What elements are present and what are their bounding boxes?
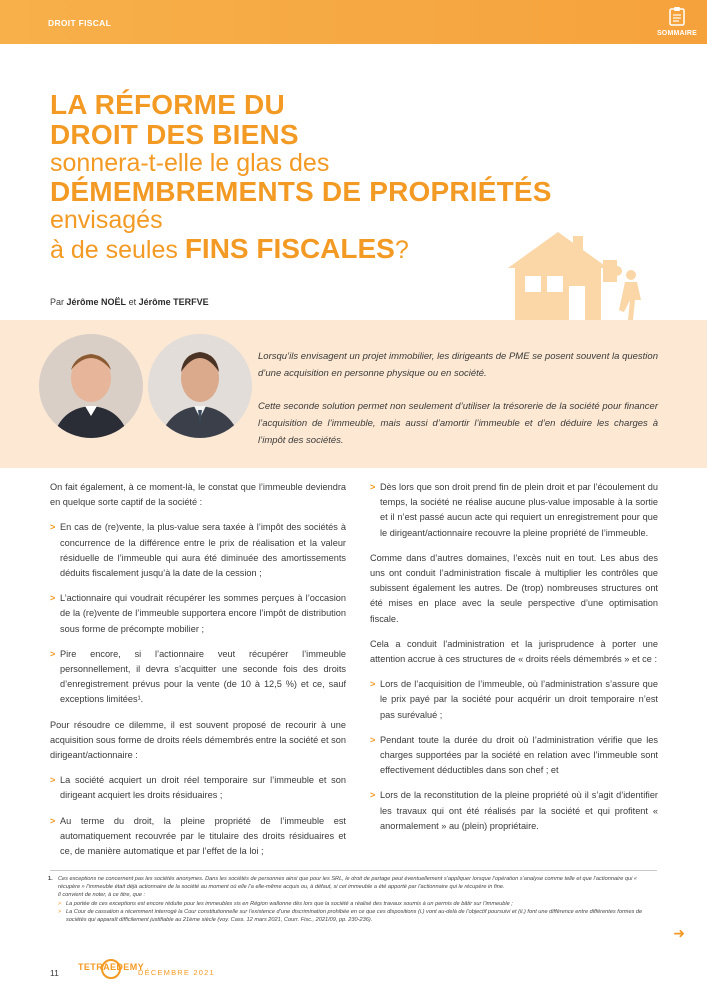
bullet-text: Pendant toute la durée du droit où l’administration vérifie que les charges supportées par la société en relation avec l’immeuble sont effectivement déductibles dans son chef ; et xyxy=(380,734,658,776)
author-1: Jérôme NOËL xyxy=(66,297,127,307)
list-item xyxy=(370,733,658,779)
right-paragraph-1: Comme dans d’autres domaines, l’excès nuit en tout. Les abus des uns ont conduit l’administration fiscale à multiplier les contrôles que subissent également les autres. De (trop) nombreuses structures ont été mises en place avec la seule perspective d’une optimisation fiscale. xyxy=(370,552,658,624)
bullet-arrow-icon: > xyxy=(370,734,376,745)
footnote-subitem-text: La Cour de cassation a récemment interrogé la Cour constitutionnelle sur l’existence d’une discrimination prohibée en ce que ces dispositions (i.) vont au-delà de l’objectif poursuivi et (ii.) font une différence entre différentes formes de sociétés qui apparaît difficilement justifiable au 21ème siècle (voy. Cass. 12 mars 2021, Courr. Fisc., 2021/09, pp. 230-236). xyxy=(66,908,643,924)
bullet-arrow-icon: > xyxy=(50,593,56,604)
bullet-arrow-icon: > xyxy=(50,522,56,533)
bullet-arrow-icon: > xyxy=(370,790,376,801)
list-item xyxy=(50,591,346,637)
list-item xyxy=(370,480,658,541)
bullet-text: Pire encore, si l’actionnaire veut récupérer l’immeuble personnellement, il devra s’acquitter une seconde fois des droits d’enregistrement prévus pour la vente (de 10 à 12,5 %) et ce, sauf exceptions limitées¹. xyxy=(60,648,346,705)
byline-par: Par xyxy=(50,297,65,307)
footnote-subitem-text: La portée de ces exceptions est encore réduite pour les immeubles sis en Région wallonne dès lors que la société a réalisé des travaux soumis à un permis de bâtir sur l’immeuble ; xyxy=(66,900,513,907)
logo: TETRAEDEMY xyxy=(78,962,145,972)
title-line-6-pre: à de seules xyxy=(50,236,185,264)
author-photo-1 xyxy=(39,334,143,438)
bullet-text: Au terme du droit, la pleine propriété de l’immeuble est automatiquement recouvrée par le titulaire des droits résiduaires et ce, de manière automatique et par l’effet de la loi ; xyxy=(60,815,346,857)
intro-paragraph-1: Lorsqu’ils envisagent un projet immobilier, les dirigeants de PME se posent souvent la question d’une acquisition en personne physique ou en société. xyxy=(258,351,658,379)
list-item xyxy=(50,773,346,803)
left-column xyxy=(50,480,346,869)
left-paragraph-2: Pour résoudre ce dilemme, il est souvent proposé de recourir à une acquisition sous forme de droits réels démembrés entre la société et son dirigeant/actionnaire : xyxy=(50,719,346,761)
footnote-divider xyxy=(50,870,657,871)
bullet-text: L’actionnaire qui voudrait récupérer les sommes perçues à l’occasion de la (re)vente de l’immeuble supportera encore l’impôt de distribution sous forme de précompte mobilier ; xyxy=(60,593,346,634)
bullet-arrow-icon: > xyxy=(370,482,376,492)
intro-paragraph-2: Cette seconde solution permet non seulement d’utiliser la trésorerie de la société pour financer l’acquisition de l’immeuble, mais aussi d’amortir l’immeuble et d’en déduire les charges à l’impôt des sociétés. xyxy=(258,401,658,446)
right-paragraph-2: Cela a conduit l’administration et la jurisprudence à porter une attention accrue à ces structures de « droits réels démembrés » et ce : xyxy=(370,638,658,665)
title-line-5: envisagés xyxy=(50,206,163,234)
author-2: Jérôme TERFVE xyxy=(138,297,209,307)
bullet-arrow-icon: > xyxy=(370,679,376,690)
list-item xyxy=(50,647,346,708)
top-bar xyxy=(0,0,707,44)
left-paragraph-1: On fait également, à ce moment-là, le constat que l’immeuble deviendra en quelque sorte captif de la société : xyxy=(50,482,346,508)
list-item xyxy=(50,520,346,581)
bullet-arrow-icon: > xyxy=(50,648,56,659)
footnote-number: 1. xyxy=(48,876,53,882)
clipboard-icon xyxy=(669,6,685,26)
title-line-1: LA RÉFORME DU xyxy=(50,89,285,120)
footnote-arrow-icon: > xyxy=(58,900,62,907)
bullet-arrow-icon: > xyxy=(50,815,56,826)
title-line-3: sonnera-t-elle le glas des xyxy=(50,149,330,177)
title-line-4: DÉMEMBREMENTS DE PROPRIÉTÉS xyxy=(50,176,552,207)
title-question-mark: ? xyxy=(394,236,409,264)
list-item xyxy=(370,677,658,723)
section-label: DROIT FISCAL xyxy=(48,18,112,28)
sommaire-label: SOMMAIRE xyxy=(656,30,698,37)
bullet-arrow-icon: > xyxy=(50,775,56,786)
house-puzzle-illustration xyxy=(503,220,653,325)
bullet-text: Dès lors que son droit prend fin de plein droit et par l’écoulement du temps, la société ne réalise aucune plus-value imposable à la sortie et il n’est passé aucun acte qui requiert un enregistrement pour que le dirigeant/actionnaire recouvre la pleine propriété de l’immeuble. xyxy=(380,482,658,538)
list-item xyxy=(370,788,658,834)
footnote-subitem xyxy=(50,908,657,924)
right-column xyxy=(370,480,658,844)
author-photo-2 xyxy=(148,334,252,438)
footnote-arrow-icon: > xyxy=(58,908,62,915)
bullet-text: Lors de l’acquisition de l’immeuble, où l’administration s’assure que le prix payé par la société pour acquérir un droit temporaire n’est pas surévalué ; xyxy=(380,679,658,720)
title-line-6-bold: FINS FISCALES xyxy=(184,233,395,264)
bullet-text: Lors de la reconstitution de la pleine propriété où il s’agit d’identifier les travaux qui ont été réalisés par la société et qui profitent « anormalement » au (plein) propriétaire. xyxy=(380,790,658,831)
byline xyxy=(50,297,209,307)
sommaire-button[interactable] xyxy=(647,0,707,44)
intro-text xyxy=(258,348,658,465)
footnote-subitem xyxy=(50,900,657,908)
page-number: 11 xyxy=(50,968,59,978)
footnote-text: Ces exceptions ne concernent pas les sociétés anonymes. Dans les sociétés de personnes ainsi que pour les SRL, le droit de partage peut éventuellement s’appliquer lorsque l’opération s’analyse comme telle et que l’actionnaire qui « récupère » l’immeuble était déjà actionnaire de la société au moment où elle l’a elle-même acquis ou, à défaut, si cet immeuble a été apporté par l’actionnaire qui le récupère in fine. xyxy=(58,876,637,891)
footnotes xyxy=(50,875,657,924)
issue-date: DÉCEMBRE 2021 xyxy=(138,968,215,977)
byline-et: et xyxy=(128,297,137,307)
footnote-note: Il convient de noter, à ce titre, que : xyxy=(58,892,146,899)
bullet-text: La société acquiert un droit réel temporaire sur l’immeuble et son dirigeant acquiert les droits résiduaires ; xyxy=(60,775,346,801)
next-page-arrow-icon[interactable]: ➜ xyxy=(673,925,685,941)
bullet-text: En cas de (re)vente, la plus-value sera taxée à l’impôt des sociétés à concurrence de la différence entre le prix de réalisation et la valeur résiduelle de l’immeuble qui aura été diminuée des amortissements déduits fiscalement jusqu’à la date de la cession ; xyxy=(60,522,346,579)
list-item xyxy=(50,814,346,860)
title-line-2: DROIT DES BIENS xyxy=(50,119,299,150)
